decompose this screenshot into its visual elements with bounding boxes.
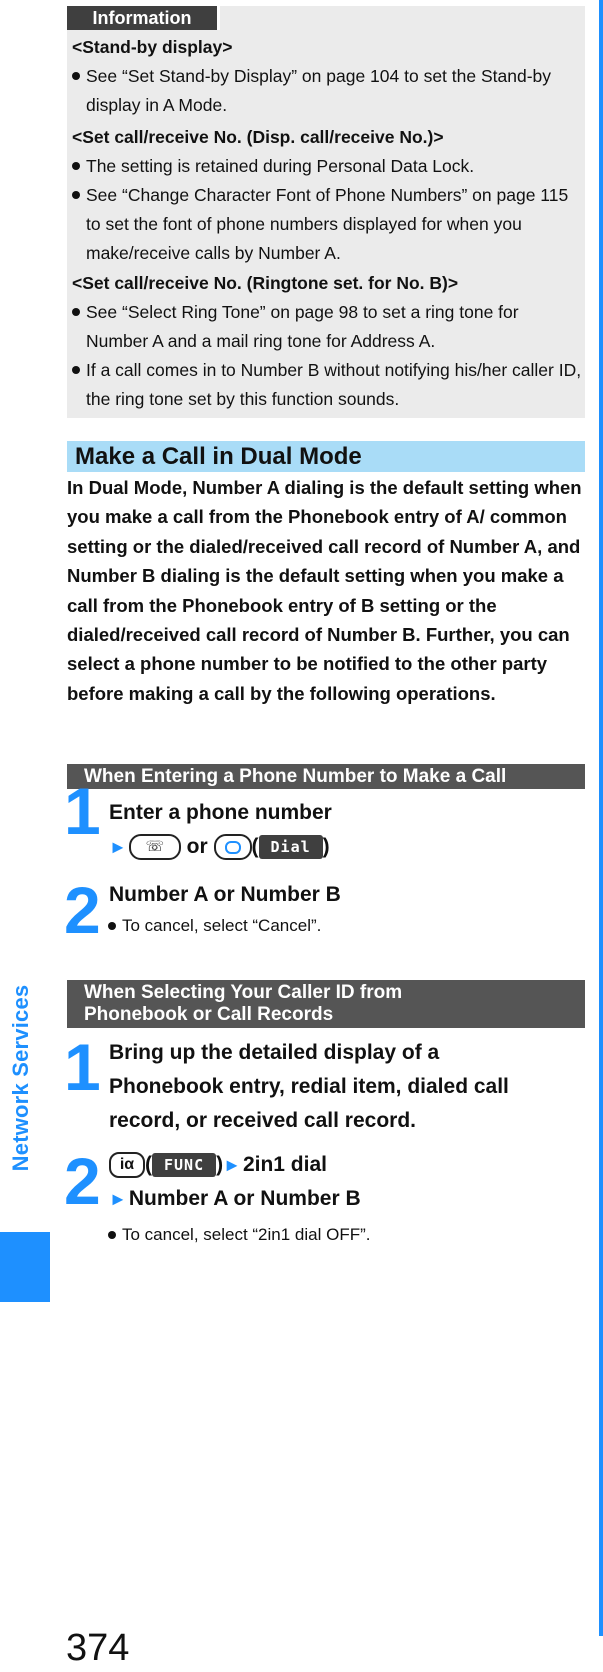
- i-appli-key-icon: iα: [109, 1152, 145, 1178]
- subsection-title-line: Phonebook or Call Records: [84, 1004, 334, 1025]
- step-note: To cancel, select “2in1 dial OFF”.: [108, 1223, 370, 1247]
- disp-bullet-1: The setting is retained during Personal Data Lock.: [72, 152, 582, 181]
- ring-heading: <Set call/receive No. (Ringtone set. for No. B)>: [72, 273, 459, 293]
- step-text: Enter a phone number: [109, 801, 332, 824]
- step-number: 2: [64, 873, 101, 947]
- step-number: 2: [64, 1144, 101, 1218]
- information-body: [72, 32, 582, 414]
- section-intro: In Dual Mode, Number A dialing is the default setting when you make a call from the Phonebook entry of A/ common setting or the dialed/received call record of Number A, and Number B dialing is the default setting when you make a call from the Phonebook entry of B setting or the dialed/received call record of Number B. Further, you can select a phone number to be notified to the other party before making a call by the following operations.: [67, 477, 582, 704]
- disp-heading: <Set call/receive No. (Disp. call/receive No.)>: [72, 127, 444, 147]
- sidebar-chapter-label: Network Services: [8, 984, 33, 1172]
- step-number: 1: [64, 1030, 101, 1104]
- arrow-right-icon: ►: [223, 1155, 241, 1175]
- step-key-sequence: ► ☏ or ( Dial ): [109, 830, 589, 864]
- or-text: or: [186, 835, 208, 858]
- dial-softkey: Dial: [259, 835, 323, 859]
- subsection-title-entering-number: When Entering a Phone Number to Make a Call: [67, 764, 585, 789]
- subsection-title-line: When Selecting Your Caller ID from: [84, 982, 403, 1003]
- sidebar-chapter-tab: [0, 1232, 50, 1302]
- ring-bullet-2: If a call comes in to Number B without notifying his/her caller ID, the ring tone set by this function sounds.: [72, 356, 582, 414]
- step-instruction: [109, 796, 589, 864]
- step-number: 1: [64, 774, 101, 848]
- information-tag: Information: [67, 6, 220, 30]
- step-text: Number A or Number B: [128, 1187, 361, 1210]
- section-title: Make a Call in Dual Mode: [67, 441, 585, 472]
- standby-heading: <Stand-by display>: [72, 37, 233, 57]
- disp-bullet-2: See “Change Character Font of Phone Numbers” on page 115 to set the font of phone numbers displayed for when you make/receive calls by Number A.: [72, 181, 582, 268]
- center-key-icon: [214, 834, 252, 860]
- subsection-title-caller-id: [67, 980, 585, 1028]
- standby-bullet-1: See “Set Stand-by Display” on page 104 to set the Stand-by display in A Mode.: [72, 62, 582, 120]
- step-key-sequence: iα ( FUNC )►2in1 dial: [109, 1148, 589, 1182]
- page-number: 374: [66, 1627, 130, 1669]
- step-text: Bring up the detailed display of a Phonebook entry, redial item, dialed call record, or received call record.: [109, 1041, 509, 1132]
- step-text: Number A or Number B: [109, 883, 341, 906]
- call-key-icon: ☏: [129, 834, 181, 860]
- func-softkey: FUNC: [152, 1153, 216, 1177]
- step-note: To cancel, select “Cancel”.: [108, 914, 321, 938]
- arrow-right-icon: ►: [109, 837, 127, 857]
- right-edge-rule: [599, 0, 603, 1636]
- step-instruction: [109, 1148, 589, 1216]
- ring-bullet-1: See “Select Ring Tone” on page 98 to set a ring tone for Number A and a mail ring tone for Address A.: [72, 298, 582, 356]
- arrow-right-icon: ►: [109, 1189, 127, 1209]
- information-box: [67, 6, 585, 418]
- step-text: 2in1 dial: [242, 1153, 327, 1176]
